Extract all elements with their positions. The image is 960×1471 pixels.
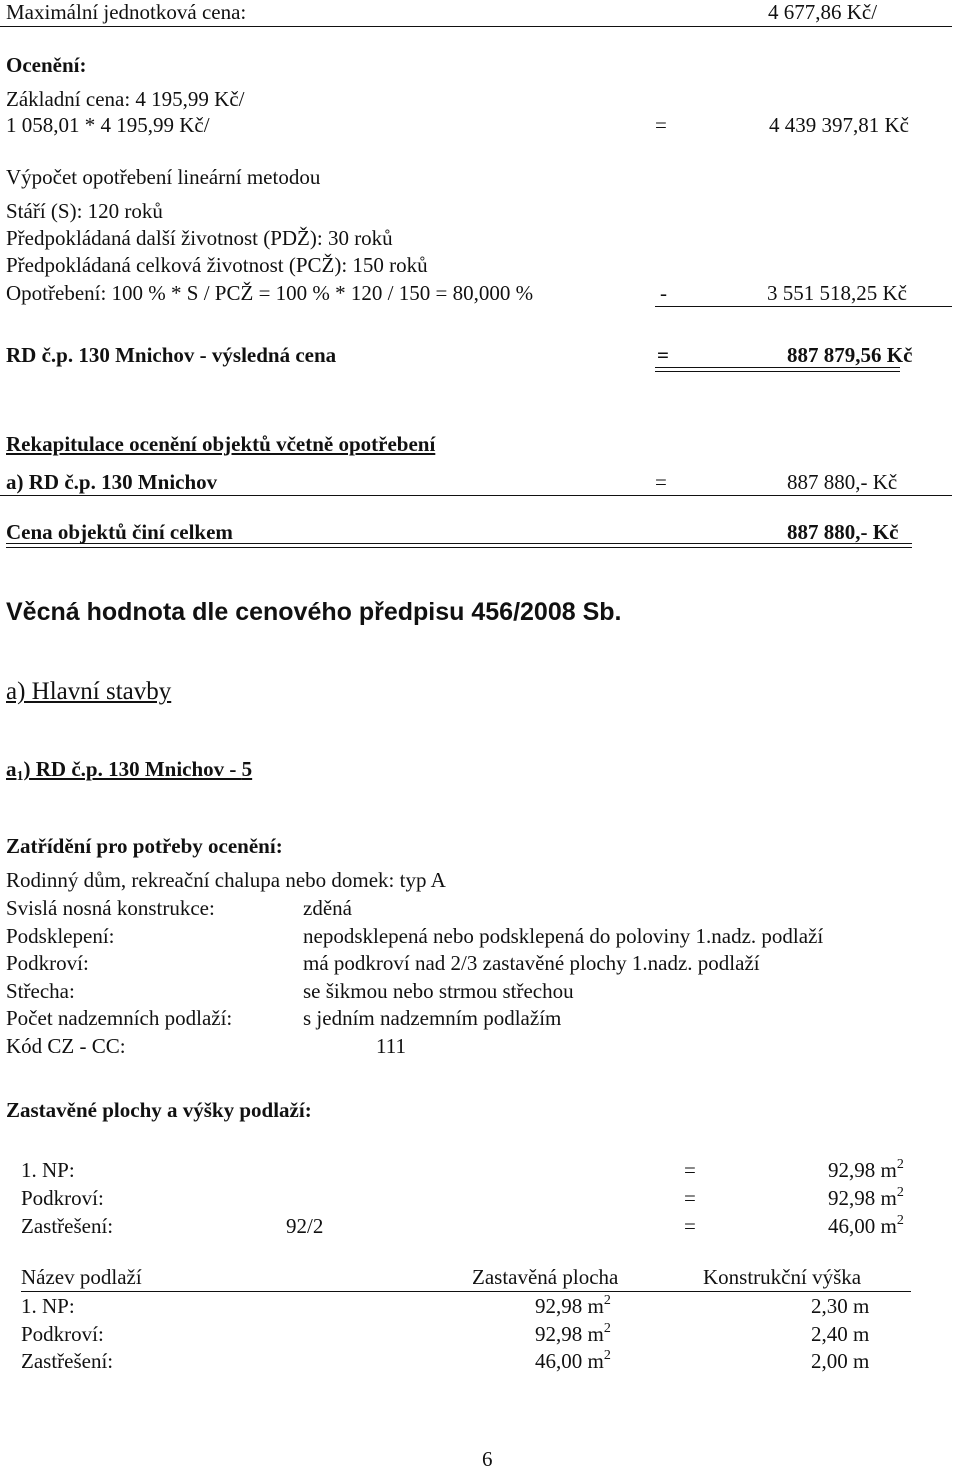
depreciation-underline [655, 306, 952, 307]
area-row-calc: 92/2 [286, 1214, 324, 1238]
table-row-height: 2,00 m [811, 1349, 870, 1373]
area-row-label: Podkroví: [21, 1186, 104, 1210]
depreciation-total: Předpokládaná celková životnost (PCŽ): 150 roků [6, 253, 428, 277]
recap-total-underline-2 [6, 547, 912, 548]
table-row-area: 92,98 $m^2$ [535, 1293, 611, 1318]
table-row-height: 2,30 m [811, 1294, 870, 1318]
unit-exponent: 2 [896, 1213, 904, 1228]
page-number: 6 [482, 1447, 493, 1471]
table-row-area: 46,00 $m^2$ [535, 1348, 611, 1373]
area-row-value: 46,00 $m^2$ [828, 1213, 904, 1238]
code-label: Kód CZ - CC: [6, 1034, 126, 1058]
table-header-divider [21, 1291, 911, 1292]
classification-label-1: Podsklepení: [6, 924, 115, 948]
area-row-label: 1. NP: [21, 1158, 75, 1182]
recap-heading: Rekapitulace ocenění objektů včetně opotřebení [6, 432, 436, 456]
table-header-height: Konstrukční výška [703, 1265, 862, 1289]
code-value: 111 [376, 1034, 406, 1058]
depreciation-formula: Opotřebení: 100 % * S / PCŽ = 100 % * 120 / 150 = 80,000 % [6, 281, 534, 305]
calc-left: 1 058,01 * 4 195,99 Kč/ [6, 113, 210, 137]
result-underline-1 [655, 367, 900, 368]
table-header-area: Zastavěná plocha [472, 1265, 619, 1289]
result-underline-2 [655, 371, 900, 372]
table-row-name: Zastřešení: [21, 1349, 114, 1373]
table-row-name: Podkroví: [21, 1322, 104, 1346]
table-row-area: 92,98 $m^2$ [535, 1321, 611, 1346]
depreciation-minus: - [660, 281, 667, 305]
area-row-eq: = [684, 1214, 696, 1238]
oceneni-heading: Ocenění: [6, 53, 87, 77]
base-price: Základní cena: 4 195,99 Kč/ [6, 87, 245, 111]
building-name: ) RD č.p. 130 Mnichov - [23, 757, 242, 781]
classification-label-3: Střecha: [6, 979, 75, 1003]
area-row-value: 92,98 $m^2$ [828, 1157, 904, 1182]
building-prefix: a [6, 757, 17, 781]
building-heading [6, 757, 253, 784]
recap-item-value: 887 880,- Kč [787, 470, 898, 494]
header-divider [0, 26, 952, 27]
classification-value-0: zděná [303, 896, 352, 920]
recap-total-label: Cena objektů činí celkem [6, 520, 233, 544]
recap-item-label: a) RD č.p. 130 Mnichov [6, 470, 218, 494]
depreciation-remaining: Předpokládaná další životnost (PDŽ): 30 roků [6, 226, 393, 250]
classification-heading: Zatřídění pro potřeby ocenění: [6, 834, 283, 858]
building-sub: 1 [16, 769, 24, 784]
area-row-eq: = [684, 1158, 696, 1182]
calc-eq: = [655, 113, 667, 137]
classification-value-2: má podkroví nad 2/3 zastavěné plochy 1.nadz. podlaží [303, 951, 760, 975]
table-row-name: 1. NP: [21, 1294, 75, 1318]
unit-exponent: 2 [896, 1157, 904, 1172]
depreciation-title: Výpočet opotřebení lineární metodou [6, 165, 321, 189]
section-title: Věcná hodnota dle cenového předpisu 456/2008 Sb. [6, 598, 622, 626]
result-value: 887 879,56 Kč [787, 343, 913, 367]
unit-exponent: 2 [896, 1185, 904, 1200]
paragraph-number: 5 [241, 757, 253, 781]
classification-type: Rodinný dům, rekreační chalupa nebo domek: typ A [6, 868, 446, 892]
area-row-value: 92,98 $m^2$ [828, 1185, 904, 1210]
table-row-height: 2,40 m [811, 1322, 870, 1346]
area-row-label: Zastřešení: [21, 1214, 114, 1238]
classification-value-3: se šikmou nebo strmou střechou [303, 979, 574, 1003]
table-header-name: Název podlaží [21, 1265, 142, 1289]
classification-label-0: Svislá nosná konstrukce: [6, 896, 215, 920]
depreciation-age: Stáří (S): 120 roků [6, 199, 163, 223]
classification-value-1: nepodsklepená nebo podsklepená do poloviny 1.nadz. podlaží [303, 924, 824, 948]
classification-label-4: Počet nadzemních podlaží: [6, 1006, 233, 1030]
classification-label-2: Podkroví: [6, 951, 89, 975]
depreciation-value: 3 551 518,25 Kč [767, 281, 907, 305]
section-subtitle: a) Hlavní stavby [6, 678, 172, 705]
result-eq: = [657, 343, 669, 367]
areas-heading: Zastavěné plochy a výšky podlaží: [6, 1098, 312, 1122]
recap-divider [0, 495, 952, 496]
result-label: RD č.p. 130 Mnichov - výsledná cena [6, 343, 337, 367]
recap-item-eq: = [655, 470, 667, 494]
max-price-label: Maximální jednotková cena: [6, 0, 247, 24]
calc-value: 4 439 397,81 Kč [769, 113, 909, 137]
area-row-eq: = [684, 1186, 696, 1210]
max-price-value: 4 677,86 Kč/ [768, 0, 878, 24]
recap-total-value: 887 880,- Kč [787, 520, 899, 544]
classification-value-4: s jedním nadzemním podlažím [303, 1006, 562, 1030]
recap-total-underline-1 [6, 543, 912, 544]
